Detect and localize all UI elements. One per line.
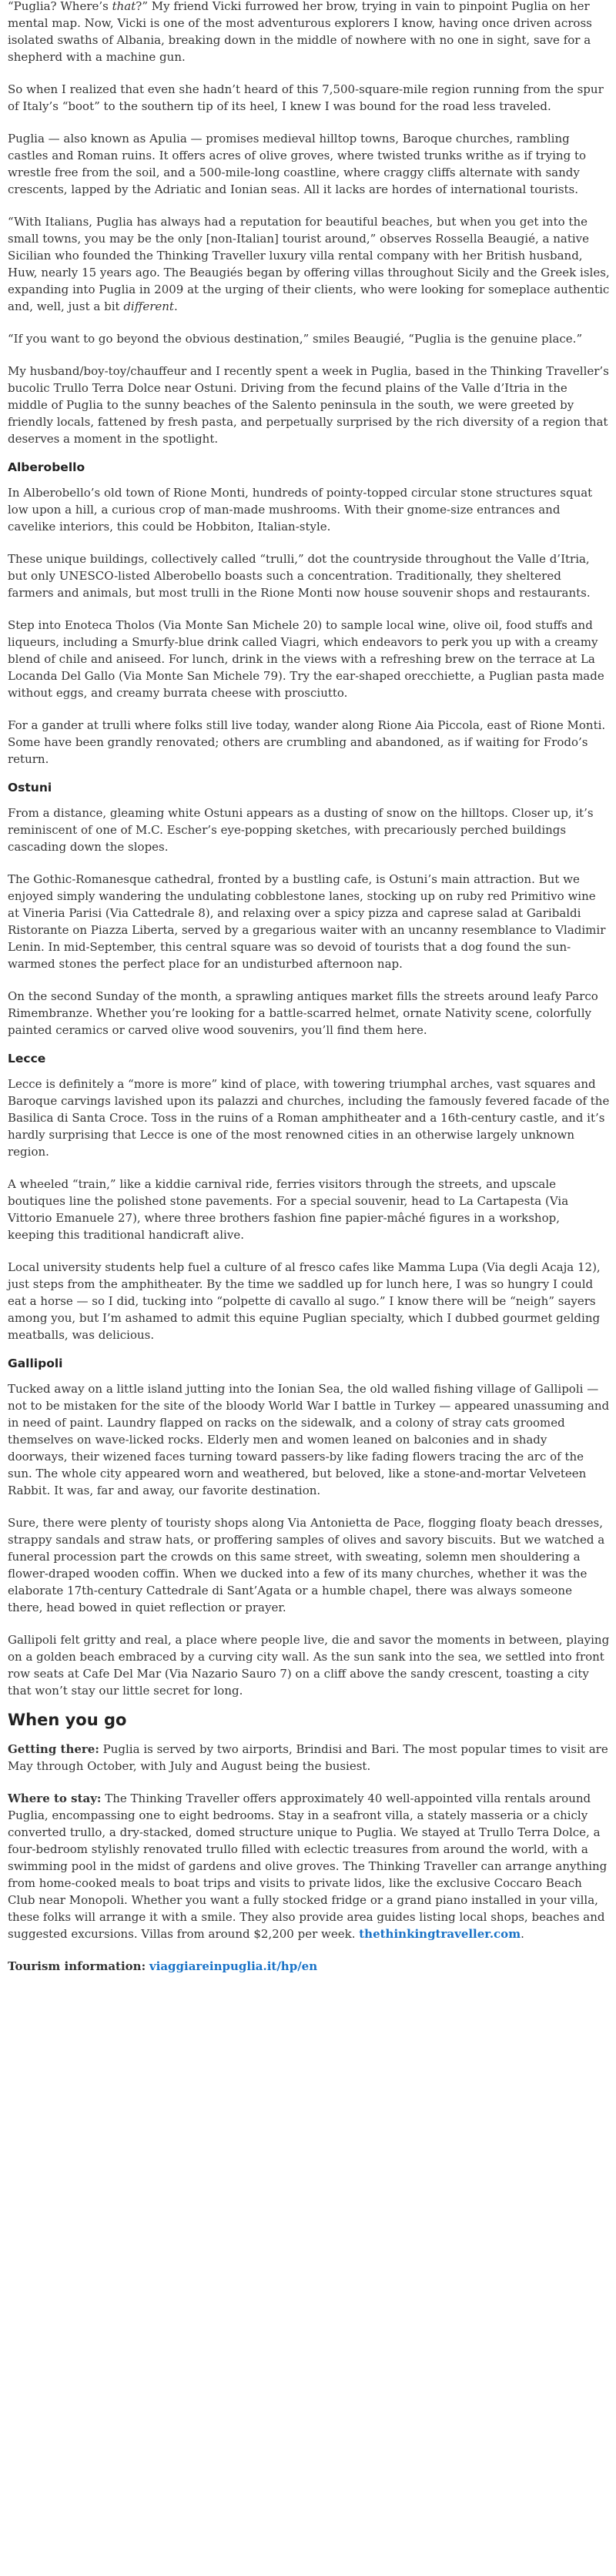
alberobello-paragraph-2: These unique buildings, collectively called “trulli,” dot the countryside throughout the Valle d’Itria, but only UNESCO-listed Alberobello boasts such a concentration. Traditionally, they sheltered farmers and animals, but most trulli in the Rione Monti now house souvenir shops and restaurants. — [8, 552, 591, 600]
where-to-stay-label: Where to stay: — [8, 1791, 102, 1805]
section-heading-alberobello: Alberobello — [8, 460, 85, 474]
intro-text-1a: “Puglia? Where’s — [8, 0, 112, 13]
lecce-paragraph-1: Lecce is definitely a “more is more” kind of place, with towering triumphal arches, vast squares and Baroque carvings lavished upon its palazzi and churches, including the famously fevered facade of the Basilica di Santa Croce. Toss in the ruins of a Roman amphitheater and a 16th-century castle, and it’s hardly surprising that Lecce is one of the most renowned cities in an otherwise largely unknown region. — [8, 1077, 610, 1159]
section-heading-lecce: Lecce — [8, 1052, 46, 1066]
where-to-stay-end: . — [521, 1927, 524, 1941]
intro-text-4-emphasis: different — [123, 299, 174, 313]
getting-there-paragraph — [8, 1741, 610, 1775]
ostuni-paragraph-3: On the second Sunday of the month, a sprawling antiques market fills the streets around leafy Parco Rimembranze. Whether you’re looking for a battle-scarred helmet, ornate Nativity scene, colorfully painted ceramics or carved olive wood souvenirs, you’ll find them here. — [8, 989, 598, 1037]
section-heading-gallipoli: Gallipoli — [8, 1357, 63, 1370]
intro-text-4b: . — [173, 299, 178, 313]
getting-there-text: Puglia is served by two airports, Brindisi and Bari. The most popular times to visit are May through October, with July and August being the busiest. — [8, 1742, 608, 1773]
where-to-stay-paragraph — [8, 1790, 610, 1942]
intro-paragraph-5: “If you want to go beyond the obvious destination,” smiles Beaugié, “Puglia is the genuine place.” — [8, 332, 583, 346]
alberobello-paragraph-1: In Alberobello’s old town of Rione Monti, hundreds of pointy-topped circular stone structures squat low upon a hill, a curious crop of man-made mushrooms. With their gnome-size entrances and cavelike interiors, this could be Hobbiton, Italian-style. — [8, 486, 593, 534]
tourism-information-link[interactable]: viaggiareinpuglia.it/hp/en — [149, 1959, 318, 1973]
lecce-paragraph-3: Local university students help fuel a culture of al fresco cafes like Mamma Lupa (Via degli Acaja 12), just steps from the amphitheater. By the time we saddled up for lunch here, I was so hungry I could eat a horse — so I did, tucking into “polpette di cavallo al sugo.” I know there will be “neigh” sayers among you, but I’m ashamed to admit this equine Puglian specialty, which I dubbed gourmet gelding meatballs, was delicious. — [8, 1260, 601, 1342]
intro-paragraph-3: Puglia — also known as Apulia — promises medieval hilltop towns, Baroque churches, rambling castles and Roman ruins. It offers acres of olive groves, where twisted trunks writhe as if trying to wrestle free from the soil, and a 500-mile-long coastline, where craggy cliffs alternate with sandy crescents, lapped by the Adriatic and Ionian seas. All it lacks are hordes of international tourists. — [8, 132, 587, 196]
gallipoli-paragraph-1: Tucked away on a little island jutting into the Ionian Sea, the old walled fishing village of Gallipoli — not to be mistaken for the site of the bloody World War I battle in Turkey — appeared unassuming and in need of paint. Laundry flapped on racks on the sidewalk, and a colony of stray cats groomed themselves on wave-licked rocks. Elderly men and women leaned on balconies and in shady doorways, their wizened faces turning toward passers-by like fading flowers tracing the arc of the sun. The whole city appeared worn and weathered, but beloved, like a stone-and-mortar Velveteen Rabbit. It was, far and away, our favorite destination. — [8, 1382, 610, 1497]
alberobello-paragraph-3: Step into Enoteca Tholos (Via Monte San Michele 20) to sample local wine, olive oil, food stuffs and liqueurs, including a Smurfy-blue drink called Viagri, which endeavors to perk you up with a creamy blend of chile and aniseed. For lunch, drink in the views with a refreshing brew on the terrace at La Locanda Del Gallo (Via Monte San Michele 79). Try the ear-shaped orecchiette, a Puglian pasta made without eggs, and creamy burrata cheese with prosciutto. — [8, 618, 604, 700]
intro-text-4a: “With Italians, Puglia has always had a reputation for beautiful beaches, but when you get into the small towns, you may be the only [non-Italian] tourist around,” observes Rossella Beaugié, a native Sicilian who founded the Thinking Traveller luxury villa rental company with her British husband, Huw, nearly 15 years ago. The Beaugiés began by offering villas throughout Sicily and the Greek isles, expanding into Puglia in 2009 at the urging of their clients, who were looking for someplace authentic and, well, just a bit — [8, 215, 610, 313]
where-to-stay-text: The Thinking Traveller offers approximately 40 well-appointed villa rentals around Puglia, encompassing one to eight bedrooms. Stay in a seafront villa, a stately masseria or a chicly converted trullo, a dry-stacked, domed structure unique to Puglia. We stayed at Trullo Terra Dolce, a four-bedroom stylishly renovated trullo filled with eclectic treasures from around the world, with a swimming pool in the midst of gardens and olive groves. The Thinking Traveller can arrange anything from home-cooked meals to boat trips and visits to private lidos, like the exclusive Coccaro Beach Club near Monopoli. Whether you want a fully stocked fridge or a grand piano installed in your villa, these folks will arrange it with a smile. They also provide area guides listing local shops, beaches and suggested excursions. Villas from around $2,200 per week. — [8, 1791, 608, 1941]
intro-paragraph-2: So when I realized that even she hadn’t heard of this 7,500-square-mile region running from the spur of Italy’s “boot” to the southern tip of its heel, I knew I was bound for the road less traveled. — [8, 82, 604, 113]
intro-paragraph-4 — [8, 213, 610, 315]
ostuni-paragraph-1: From a distance, gleaming white Ostuni appears as a dusting of snow on the hilltops. Closer up, it’s reminiscent of one of M.C. Escher’s eye-popping sketches, with precariously perched buildings cascading down the slopes. — [8, 806, 594, 854]
gallipoli-paragraph-3: Gallipoli felt gritty and real, a place where people live, die and savor the moments in between, playing on a golden beach embraced by a curving city wall. As the sun sank into the sea, we settled into front row seats at Cafe Del Mar (Via Nazario Sauro 7) on a cliff above the sandy crescent, toasting a city that won’t stay our little secret for long. — [8, 1633, 610, 1698]
tourism-information-label: Tourism information: — [8, 1959, 146, 1973]
intro-paragraph-6: My husband/boy-toy/chauffeur and I recently spent a week in Puglia, based in the Thinking Traveller’s bucolic Trullo Terra Dolce near Ostuni. Driving from the fecund plains of the Valle d’Itria in the middle of Puglia to the sunny beaches of the Salento peninsula in the south, we were greeted by friendly locals, fattened by fresh pasta, and perpetually surprised by the rich diversity of a region that deserves a moment in the spotlight. — [8, 364, 609, 446]
intro-text-1b: ?” My friend Vicki furrowed her brow, trying in vain to pinpoint Puglia on her mental map. Now, Vicki is one of the most adventurous explorers I know, having once driven across isolated swaths of Albania, breaking down in the middle of nowhere with no one in sight, save for a shepherd with a machine gun. — [8, 0, 592, 64]
intro-paragraph-1 — [8, 0, 610, 65]
lecce-paragraph-2: A wheeled “train,” like a kiddie carnival ride, ferries visitors through the streets, and upscale boutiques line the polished stone pavements. For a special souvenir, head to La Cartapesta (Via Vittorio Emanuele 27), where three brothers fashion fine papier-mâché figures in a workshop, keeping this traditional handicraft alive. — [8, 1177, 569, 1242]
gallipoli-paragraph-2: Sure, there were plenty of touristy shops along Via Antonietta de Pace, flogging floaty beach dresses, strappy sandals and straw hats, or proffering samples of olives and savory biscuits. But we watched a funeral procession part the crowds on this same street, with sweating, solemn men shouldering a flower-draped wooden coffin. When we ducked into a few of its many churches, whether it was the elaborate 17th-century Cattedrale di Sant’Agata or a humble chapel, there was always someone there, head bowed in quiet reflection or prayer. — [8, 1516, 605, 1614]
thinking-traveller-link[interactable]: thethinkingtraveller.com — [359, 1927, 521, 1941]
section-heading-when-you-go: When you go — [8, 1711, 127, 1729]
tourism-information-paragraph — [8, 1958, 610, 1975]
intro-text-1-emphasis: that — [112, 0, 136, 13]
getting-there-label: Getting there: — [8, 1742, 99, 1756]
ostuni-paragraph-2: The Gothic-Romanesque cathedral, fronted by a bustling cafe, is Ostuni’s main attraction. But we enjoyed simply wandering the undulating cobblestone lanes, stocking up on ruby red Primitivo wine at Vineria Parisi (Via Cattedrale 8), and relaxing over a spicy pizza and caprese salad at Garibaldi Ristorante on Piazza Liberta, served by a gregarious waiter with an uncanny resemblance to Vladimir Lenin. In mid-September, this central square was so devoid of tourists that a dog found the sun-warmed stones the perfect place for an undisturbed afternoon nap. — [8, 872, 606, 971]
section-heading-ostuni: Ostuni — [8, 781, 52, 795]
alberobello-paragraph-4: For a gander at trulli where folks still live today, wander along Rione Aia Piccola, east of Rione Monti. Some have been grandly renovated; others are crumbling and abandoned, as if waiting for Frodo’s return. — [8, 718, 606, 766]
